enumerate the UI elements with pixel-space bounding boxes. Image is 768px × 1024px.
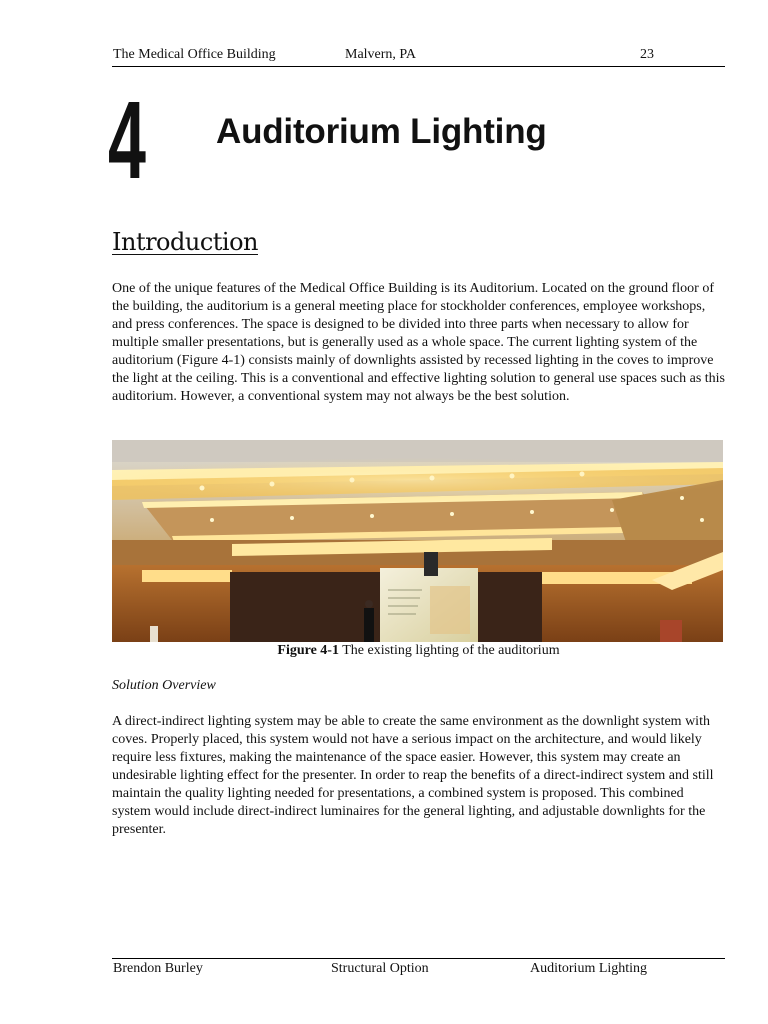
footer-rule: [112, 958, 725, 959]
auditorium-photo-drawing: [112, 440, 723, 642]
solution-text: A direct-indirect lighting system may be able to create the same environment as the downlight system with coves. Properly placed, this system would not have a serious impact on the architecture, and would likely require less fixtures, making the maintenance of the space easier. However, this system may create an undesirable lighting effect for the presenter. In order to reap the benefits of a direct-indirect system and still maintain the quality lighting needed for presentations, a combined system is proposed. This combined system would include direct-indirect luminaires for the general lighting, and adjustable downlights for the presenter.: [112, 714, 714, 837]
footer-topic: Auditorium Lighting: [530, 961, 648, 976]
introduction-paragraph: [112, 280, 726, 406]
header-title: The Medical Office Building: [113, 47, 276, 62]
solution-paragraph: [112, 713, 726, 839]
section-heading-introduction: Introduction: [112, 228, 258, 256]
page-number: 23: [640, 47, 654, 62]
header-rule: [112, 66, 725, 67]
footer-option: Structural Option: [331, 961, 429, 976]
footer-author: Brendon Burley: [113, 961, 203, 976]
introduction-text: One of the unique features of the Medical Office Building is its Auditorium. Located on the ground floor of the building, the auditorium is a general meeting place for stockholder conferences, employee workshops, and press conferences. The space is designed to be divided into three parts when necessary to allow for multiple smaller presentations, but is generally used as a whole space. The current lighting system of the auditorium (Figure 4-1) consists mainly of downlights assisted by recessed lighting in the coves to improve the light at the ceiling. This is a conventional and effective lighting solution to general use spaces such as this auditorium. However, a conventional system may not always be the best solution.: [112, 281, 726, 404]
figure-caption-text: The existing lighting of the auditorium: [338, 643, 560, 658]
header-location: Malvern, PA: [345, 47, 417, 62]
figure-caption: [112, 642, 725, 660]
subheading-solution-overview: Solution Overview: [112, 678, 216, 693]
auditorium-photo: [112, 440, 723, 642]
chapter-number: 4: [108, 79, 146, 202]
figure-label: Figure 4-1: [277, 643, 339, 658]
chapter-title: Auditorium Lighting: [216, 112, 547, 151]
